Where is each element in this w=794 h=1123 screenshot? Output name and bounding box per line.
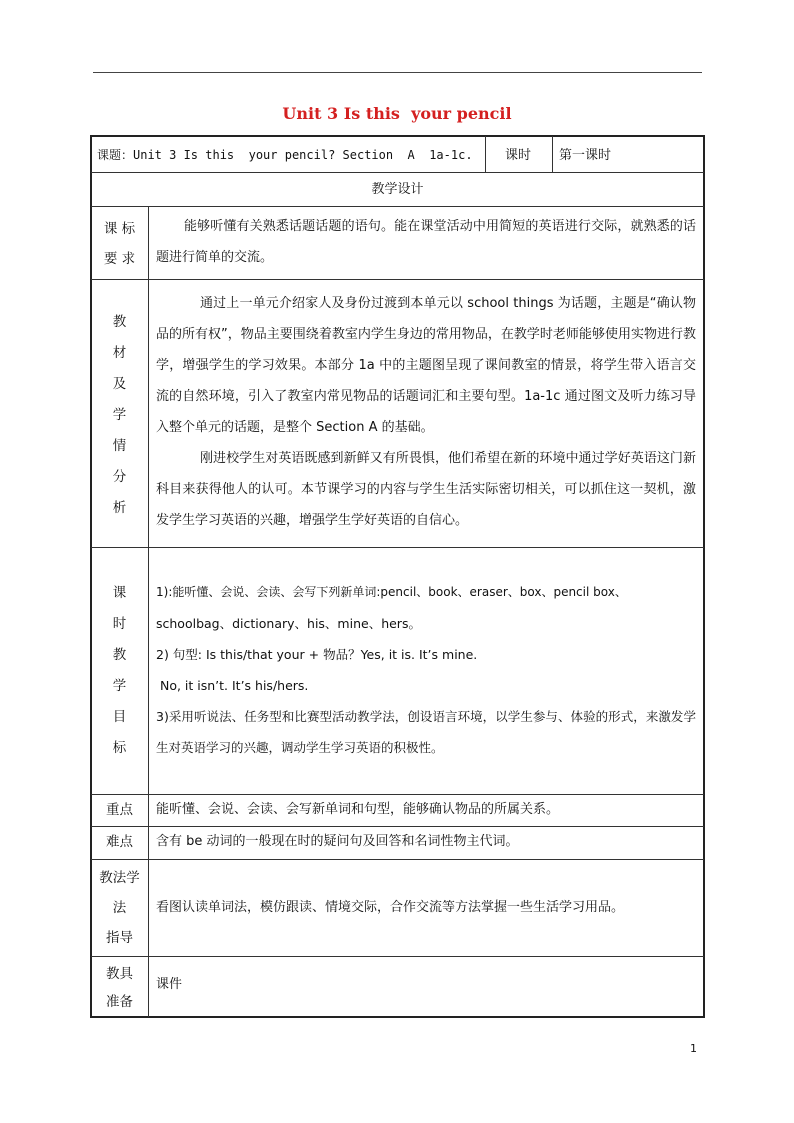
objectives-label: 课 时 教 学 目 标 <box>112 585 127 756</box>
aids-text: 课件 <box>156 977 183 992</box>
methods-label: 教法学 法 指导 <box>99 870 140 946</box>
key-points-text: 能听懂、会说、会读、会写新单词和句型，能够确认物品的所属关系。 <box>156 802 560 817</box>
objective-line-4: No, it isn’t. It’s his/hers. <box>156 678 309 693</box>
methods-text: 看图认读单词法，模仿跟读、情境交际，合作交流等方法掌握一些生活学习用品。 <box>156 900 625 915</box>
objective-line-5: 3)采用听说法、任务型和比赛型活动教学法，创设语言环境，以学生参与、体验的形式，来激发学生对英语学习的兴趣，调动学生学习英语的积极性。 <box>156 709 696 755</box>
analysis-paragraph-2: 刚进校学生对英语既感到新鲜又有所畏惧，他们希望在新的环境中通过学好英语这门新科目来获得他人的认可。本节课学习的内容与学生生活实际密切相关，可以抓住这一契机，激发学生学习英语的兴趣，增强学生学好英语的自信心。 <box>156 451 696 528</box>
analysis-label: 教 材 及 学 情 分 析 <box>112 314 127 516</box>
standard-text: 能够听懂有关熟悉话题话题的语句。能在课堂活动中用简短的英语进行交际，就熟悉的话题进行简单的交流。 <box>156 219 696 265</box>
key-points-label: 重点 <box>106 802 133 818</box>
section-heading: 教学设计 <box>371 182 424 197</box>
period-value: 第一课时 <box>559 148 612 163</box>
objective-line-3: 2) 句型: Is this/that your + 物品？Yes, it is. It’s mine. <box>156 647 478 662</box>
objective-line-2: schoolbag、dictionary、his、mine、hers。 <box>156 616 421 631</box>
analysis-paragraph-1: 通过上一单元介绍家人及身份过渡到本单元以 school things 为话题，主题是“确认物品的所有权”，物品主要围绕着教室内学生身边的常用物品，在教学时老师能够使用实物进行教学，增强学生的学习效果。本部分 1a 中的主题图呈现了课间教室的情景，将学生带入语言交流的自然环境，引入了教室内常见物品的话题词汇和主要句型。1a-1c 通过图文及听力练习导入整个单元的话题，是整个 Section A 的基础。 <box>156 296 696 435</box>
objective-line-1: 1):能听懂、会说、会读、会写下列新单词:pencil、book、eraser、box、pencil box、 <box>156 585 627 599</box>
difficulties-text: 含有 be 动词的一般现在时的疑问句及回答和名词性物主代词。 <box>156 834 519 849</box>
standard-label: 课 标 要 求 <box>103 221 136 267</box>
objectives-text <box>156 577 696 763</box>
difficulties-label: 难点 <box>106 834 133 850</box>
period-label: 课时 <box>505 148 532 163</box>
header-rule <box>93 72 702 73</box>
analysis-text <box>156 288 696 536</box>
document-title: Unit 3 Is this your pencil <box>282 104 512 123</box>
course-title: 课题：Unit 3 Is this your pencil? Section A 1a-1c. <box>97 148 473 162</box>
aids-label: 教具 准备 <box>106 966 133 1010</box>
page-number: 1 <box>690 1042 697 1055</box>
